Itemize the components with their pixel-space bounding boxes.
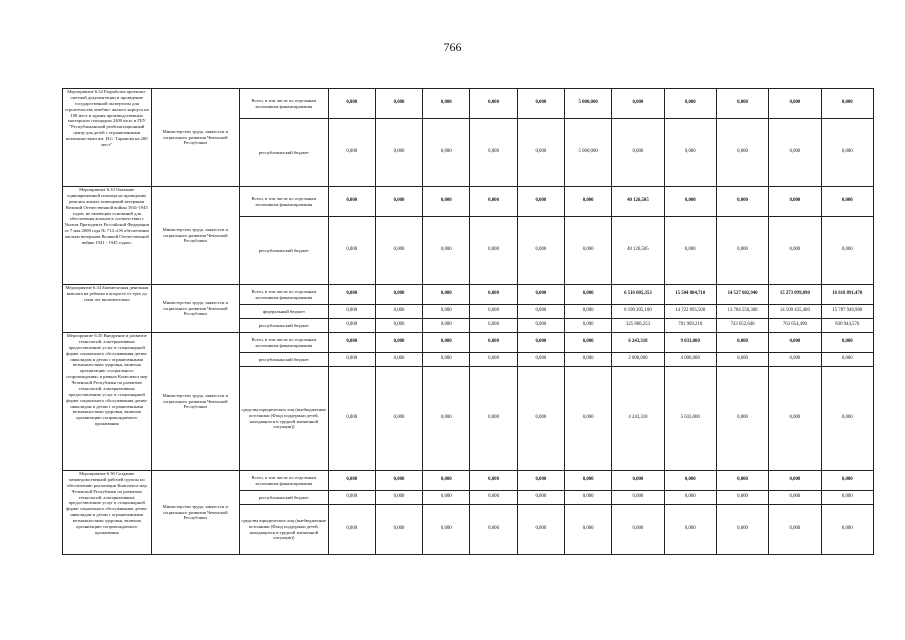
amount-cell: 0,000 [565,187,612,217]
amount-cell: 0,000 [612,491,664,505]
amount-cell: 0,000 [716,89,768,119]
amount-cell: 0,000 [470,305,517,319]
amount-cell: 0,000 [328,217,375,285]
amount-cell: 0,000 [517,505,564,555]
amount-cell: 0,000 [328,119,375,187]
amount-cell: 0,000 [821,505,873,555]
amount-cell: 0,000 [423,305,470,319]
amount-cell: 0,000 [328,305,375,319]
amount-cell: 0,000 [716,119,768,187]
executor-cell: Министерство труда, занятости и социального развития Чеченской Республики [151,89,240,187]
amount-cell: 0,000 [375,471,422,491]
amount-cell: 0,000 [716,333,768,353]
amount-cell: 0,000 [769,353,821,367]
amount-cell: 0,000 [769,119,821,187]
amount-cell: 0,000 [565,491,612,505]
amount-cell: 0,000 [716,187,768,217]
amount-cell: 0,000 [423,285,470,305]
amount-cell: 14 527 602,940 [716,285,768,305]
amount-cell: 0,000 [664,119,716,187]
amount-cell: 0,000 [612,89,664,119]
amount-cell: 0,000 [565,367,612,471]
amount-cell: 0,000 [565,471,612,491]
amount-cell: 0,000 [470,353,517,367]
amount-cell: 0,000 [470,333,517,353]
table-row [63,333,874,353]
amount-cell: 0,000 [821,353,873,367]
amount-cell: 0,000 [470,319,517,333]
amount-cell: 0,000 [423,319,470,333]
amount-cell: 0,000 [821,217,873,285]
amount-cell: 0,000 [821,187,873,217]
amount-cell: 0,000 [664,89,716,119]
amount-cell: 0,000 [821,367,873,471]
page-number: 766 [443,40,462,54]
funding-source-cell: средства юридических лиц (внебюджетные источники (Фонд поддержки детей, находящихся в трудной жизненной ситуации)) [240,505,329,555]
amount-cell: 0,000 [769,471,821,491]
table-row [63,89,874,119]
amount-cell: 0,000 [716,353,768,367]
amount-cell: 0,000 [423,367,470,471]
amount-cell: 0,000 [517,285,564,305]
amount-cell: 0,000 [664,217,716,285]
amount-cell: 0,000 [517,353,564,367]
amount-cell: 0,000 [821,491,873,505]
amount-cell: 0,000 [612,505,664,555]
amount-cell: 0,000 [470,187,517,217]
amount-cell: 15 787 946,900 [821,305,873,319]
amount-cell: 4 243,318 [612,367,664,471]
amount-cell: 4 000,000 [664,353,716,367]
funding-source-cell: республиканский бюджет [240,319,329,333]
amount-cell: 0,000 [821,89,873,119]
funding-source-cell: Всего, в том числе по отдельным источникам финансирования [240,187,329,217]
executor-cell: Министерство труда, занятости и социального развития Чеченской Республики [151,285,240,333]
amount-cell: 0,000 [375,119,422,187]
activity-cell: Мероприятие 6.36 Создание межведомственной рабочей группы по обеспечению реализации Комплекса мер Чеченской Республики по развитию технологий, альтернативных предоставлению услуг в стационарной форме социального обслуживания детям-инвалидам и детям с ограниченными возможностями здоровья, включая организацию сопровождаемого проживания [63,471,152,555]
amount-cell: 6 190 205,100 [612,305,664,319]
amount-cell: 0,000 [664,187,716,217]
amount-cell: 0,000 [517,471,564,491]
amount-cell: 0,000 [821,471,873,491]
amount-cell: 0,000 [517,89,564,119]
amount-cell: 781 909,210 [664,319,716,333]
activity-cell: Мероприятие 6.33 Оказание единовременной помощи на проведение ремонта жилых помещений ветеранам Великой Отечественной войны 1941-1945 годов, не имеющим оснований для обеспечения жильем в соответствии с Указом Президента Российской Федерации от 7 мая 2008 года № 714 «Об обеспечении жильем ветеранов Великой Отечественной войны 1941 - 1945 годов» [63,187,152,285]
amount-cell: 0,000 [470,119,517,187]
funding-source-cell: федеральный бюджет [240,305,329,319]
amount-cell: 325 800,253 [612,319,664,333]
funding-source-cell: республиканский бюджет [240,217,329,285]
amount-cell: 763 654,490 [769,319,821,333]
amount-cell: 0,000 [328,505,375,555]
amount-cell: 0,000 [716,491,768,505]
amount-cell: 0,000 [517,319,564,333]
amount-cell: 0,000 [769,217,821,285]
amount-cell: 0,000 [328,89,375,119]
amount-cell: 0,000 [769,505,821,555]
amount-cell: 0,000 [664,471,716,491]
amount-cell: 0,000 [375,285,422,305]
amount-cell: 0,000 [470,367,517,471]
amount-cell: 0,000 [517,305,564,319]
amount-cell: 0,000 [769,89,821,119]
table-row [63,285,874,305]
amount-cell: 0,000 [769,187,821,217]
amount-cell: 0,000 [328,471,375,491]
amount-cell: 0,000 [470,491,517,505]
executor-cell: Министерство труда, занятости и социального развития Чеченской Республики [151,187,240,285]
amount-cell: 0,000 [375,333,422,353]
amount-cell: 16 618 891,470 [821,285,873,305]
amount-cell: 743 052,640 [716,319,768,333]
activity-cell: Мероприятие 6.32 Разработка проектно-сметной документации и проведение государственной экспертизы для строительства лечебно- жилого корпуса на 108 мест и здания производственных мастерских площадью 2400 кв.м. в ГБУ "Республиканский реабилитационный центр для детей с ограниченными возможностями им. И.С. Тарамова на 200 мест" [63,89,152,187]
amount-cell: 0,000 [517,119,564,187]
amount-cell: 0,000 [423,353,470,367]
amount-cell: 0,000 [470,89,517,119]
amount-cell: 0,000 [565,333,612,353]
amount-cell: 0,000 [328,353,375,367]
amount-cell: 0,000 [470,285,517,305]
amount-cell: 0,000 [517,217,564,285]
amount-cell: 0,000 [769,367,821,471]
amount-cell: 6 243,318 [612,333,664,353]
amount-cell: 0,000 [423,89,470,119]
amount-cell: 0,000 [565,305,612,319]
amount-cell: 0,000 [375,89,422,119]
amount-cell: 0,000 [769,333,821,353]
activity-cell: Мероприятие 6.35 Внедрение и развитие технологий, альтернативных предоставлению услуг в стационарной форме социального обслуживания детям-инвалидам и детям с ограниченными возможностями здоровья, включая организацию «социального сопровождения» в рамках Комплекса мер Чеченской Республики по развитию технологий, альтернативных предоставлению услуг в стационарной форме социального обслуживания детям-инвалидам и детям с ограниченными возможностями здоровья, включая организацию сопровождаемого проживания [63,333,152,471]
amount-cell: 0,000 [375,353,422,367]
funding-source-cell: Всего, в том числе по отдельным источникам финансирования [240,333,329,353]
amount-cell: 0,000 [328,491,375,505]
table-row [63,471,874,491]
amount-cell: 0,000 [517,367,564,471]
amount-cell: 0,000 [716,367,768,471]
amount-cell: 0,000 [565,217,612,285]
amount-cell: 0,000 [565,505,612,555]
amount-cell: 0,000 [517,187,564,217]
amount-cell: 0,000 [612,119,664,187]
amount-cell: 0,000 [470,217,517,285]
amount-cell: 0,000 [423,505,470,555]
amount-cell: 0,000 [470,505,517,555]
amount-cell: 0,000 [716,471,768,491]
amount-cell: 0,000 [769,491,821,505]
amount-cell: 5 000,000 [565,119,612,187]
amount-cell: 0,000 [375,319,422,333]
executor-cell: Министерство труда, занятости и социального развития Чеченской Республики [151,471,240,555]
amount-cell: 0,000 [423,491,470,505]
amount-cell: 0,000 [821,119,873,187]
amount-cell: 5 000,000 [565,89,612,119]
funding-source-cell: республиканский бюджет [240,353,329,367]
amount-cell: 0,000 [821,333,873,353]
amount-cell: 830 944,570 [821,319,873,333]
amount-cell: 15 504 804,710 [664,285,716,305]
executor-cell: Министерство труда, занятости и социального развития Чеченской Республики [151,333,240,471]
amount-cell: 0,000 [565,285,612,305]
amount-cell: 0,000 [375,491,422,505]
amount-cell: 0,000 [423,471,470,491]
funding-source-cell: республиканский бюджет [240,119,329,187]
amount-cell: 0,000 [375,367,422,471]
funding-source-cell: республиканский бюджет [240,491,329,505]
amount-cell: 15 273 099,890 [769,285,821,305]
amount-cell: 0,000 [565,353,612,367]
amount-cell: 0,000 [612,471,664,491]
amount-cell: 0,000 [328,187,375,217]
amount-cell: 40 126,505 [612,217,664,285]
amount-cell: 0,000 [375,305,422,319]
amount-cell: 0,000 [375,187,422,217]
amount-cell: 0,000 [716,505,768,555]
amount-cell: 14 509 435,400 [769,305,821,319]
funding-source-cell: Всего, в том числе по отдельным источникам финансирования [240,89,329,119]
amount-cell: 0,000 [423,187,470,217]
amount-cell: 9 033,000 [664,333,716,353]
amount-cell: 0,000 [470,471,517,491]
amount-cell: 0,000 [423,333,470,353]
funding-source-cell: средства юридических лиц (внебюджетные источники (Фонд поддержки детей, находящихся в трудной жизненной ситуации)) [240,367,329,471]
amount-cell: 0,000 [517,491,564,505]
funding-source-cell: Всего, в том числе по отдельным источникам финансирования [240,471,329,491]
amount-cell: 0,000 [423,119,470,187]
amount-cell: 14 722 895,500 [664,305,716,319]
funding-source-cell: Всего, в том числе по отдельным источникам финансирования [240,285,329,305]
amount-cell: 13 784 550,300 [716,305,768,319]
activity-cell: Мероприятие 6.34 Ежемесячная денежная выплата на ребенка в возрасте от трех до семи лет включительно [63,285,152,333]
amount-cell: 2 000,000 [612,353,664,367]
table-row [63,187,874,217]
amount-cell: 6 516 005,353 [612,285,664,305]
amount-cell: 0,000 [328,319,375,333]
amount-cell: 0,000 [375,217,422,285]
amount-cell: 0,000 [423,217,470,285]
amount-cell: 0,000 [517,333,564,353]
budget-table [62,88,874,555]
amount-cell: 0,000 [328,367,375,471]
amount-cell: 0,000 [716,217,768,285]
amount-cell: 0,000 [664,505,716,555]
amount-cell: 40 126,505 [612,187,664,217]
amount-cell: 0,000 [328,285,375,305]
amount-cell: 0,000 [565,319,612,333]
amount-cell: 0,000 [664,491,716,505]
amount-cell: 5 033,000 [664,367,716,471]
amount-cell: 0,000 [328,333,375,353]
amount-cell: 0,000 [375,505,422,555]
